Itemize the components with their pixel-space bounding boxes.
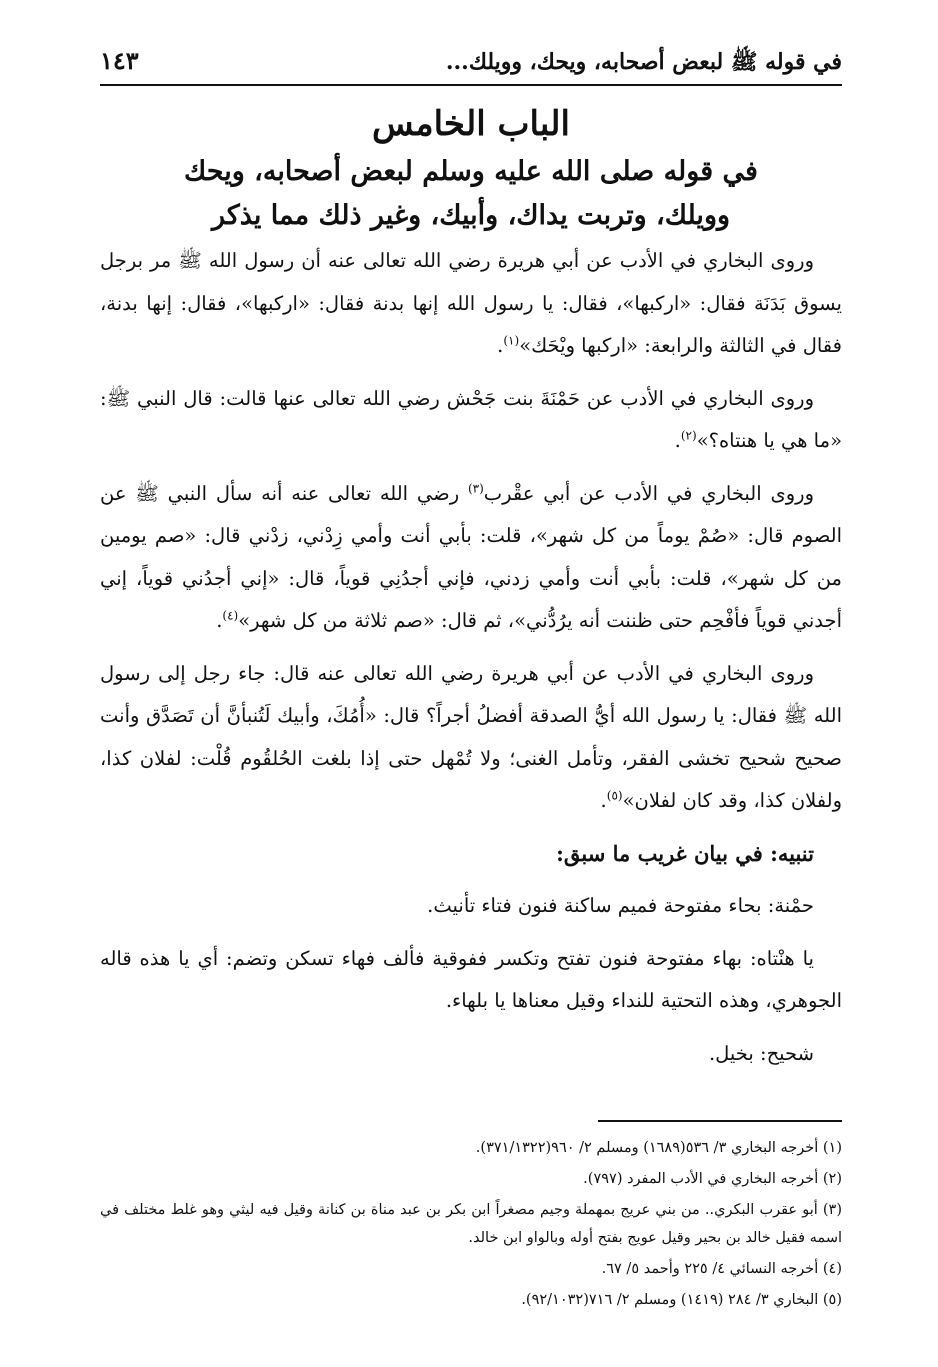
chapter-title: الباب الخامس xyxy=(372,104,570,144)
footnote: (١) أخرجه البخاري ٣/ ٥٣٦(١٦٨٩) ومسلم ٢/ ٩٦٠(٣٧١/١٣٢٢). xyxy=(475,1140,842,1156)
footnote: (٤) أخرجه النسائي ٤/ ٢٢٥ وأحمد ٥/ ٦٧. xyxy=(601,1261,842,1277)
footnote-marker: (٢) xyxy=(680,428,697,443)
main-text xyxy=(100,240,842,1085)
footnote-marker: (١) xyxy=(503,333,520,348)
footnote-marker: (٣) xyxy=(467,481,484,495)
paragraph: وروى البخاري في الأدب عن أبي عقْرب$^{(٣)}$ رضي الله تعالى عنه أنه سأل النبي ﷺ عن الصوم قال: «صُمْ يوماً من كل شهر»، قلت: بأبي أنت وأمي زِدْني، زدْني قال: «صم يومين من كل شهر»، قلت: بأبي أنت وأمي زدني، فإني أجدُنِي قوياً، قال: «إني أجدُني قوياً، إني أجدني قوياً فأفْحِم حتى ظننت أنه يرُدُّني»، ثم قال: «صم ثلاثة من كل شهر»$^{(٤)}$. xyxy=(100,481,842,632)
footnote-marker: (٤) xyxy=(222,608,239,623)
notice-heading: تنبيه: في بيان غريب ما سبق: xyxy=(556,840,814,866)
chapter-subtitle-line-2: وويلك، وتربت يداك، وأبيك، وغير ذلك مما يذكر xyxy=(211,200,731,231)
page-number: ١٤٣ xyxy=(100,46,139,75)
footnote: (٥) البخاري ٣/ ٢٨٤ (١٤١٩) ومسلم ٢/ ٧١٦(٩٢/١٠٣٢). xyxy=(521,1292,842,1308)
running-title: في قوله ﷺ لبعض أصحابه، ويحك، وويلك... xyxy=(445,49,842,75)
paragraph: وروى البخاري في الأدب عن حَمْنَةَ بنت جَحْش رضي الله تعالى عنها قالت: قال النبي ﷺ: «ما هي يا هنتاه؟»$^{(٢)}$. xyxy=(100,386,842,452)
paragraph: وروى البخاري في الأدب عن أبي هريرة رضي الله تعالى عنه أن رسول الله ﷺ مر برجل يسوق بَدَنَة فقال: «اركبها»، فقال: يا رسول الله إنها بدنة فقال: «اركبها»، فقال: إنها بدنة، فقال في الثالثة والرابعة: «اركبها ويْحَك»$^{(١)}$. xyxy=(100,249,842,357)
running-header xyxy=(100,44,842,86)
glossary-entry: حمْنة: بحاء مفتوحة فميم ساكنة فنون فتاء تأنيث. xyxy=(427,894,814,917)
footnote-separator xyxy=(598,1120,842,1122)
chapter-subtitle-line-1: في قوله صلى الله عليه وسلم لبعض أصحابه، ويحك xyxy=(184,156,758,187)
footnote-marker: (٥) xyxy=(606,788,623,803)
footnote: (٢) أخرجه البخاري في الأدب المفرد (٧٩٧). xyxy=(583,1171,842,1187)
footnote: (٣) أبو عقرب البكري.. من بني عريج بمهملة وجيم مصغراً ابن بكر بن عبد مناة بن كنانة وقيل فيه ليثي وهو غلط مختلف في اسمه فقيل خالد بن بحير وقيل عويج بفتح أوله وبالواو ابن خالد. xyxy=(100,1202,842,1246)
glossary-entry: شحيح: بخيل. xyxy=(708,1041,814,1065)
chapter-subtitle xyxy=(100,150,842,238)
footnotes xyxy=(100,1134,842,1317)
paragraph: وروى البخاري في الأدب عن أبي هريرة رضي الله تعالى عنه قال: جاء رجل إلى رسول الله ﷺ فقال: يا رسول الله أيُّ الصدقة أفضلُ أجراً؟ قال: «أُمُكَ، وأبيك لَتُنبأنَّ أن تَصَدَّق وأنت صحيح شحيح تخشى الفقر، وتأمل الغنى؛ ولا تُمْهل حتى إذا بلغت الحُلقُوم قُلْت: لفلان كذا، ولفلان كذا، وقد كان لفلان»$^{(٥)}$. xyxy=(100,661,842,812)
glossary-entry: يا هنْتاه: بهاء مفتوحة فنون تفتح وتكسر ففوقية فألف فهاء تسكن وتضم: أي يا هذه قاله الجوهري، وهذه التحتية للنداء وقيل معناها يا بلهاء. xyxy=(100,946,842,1012)
